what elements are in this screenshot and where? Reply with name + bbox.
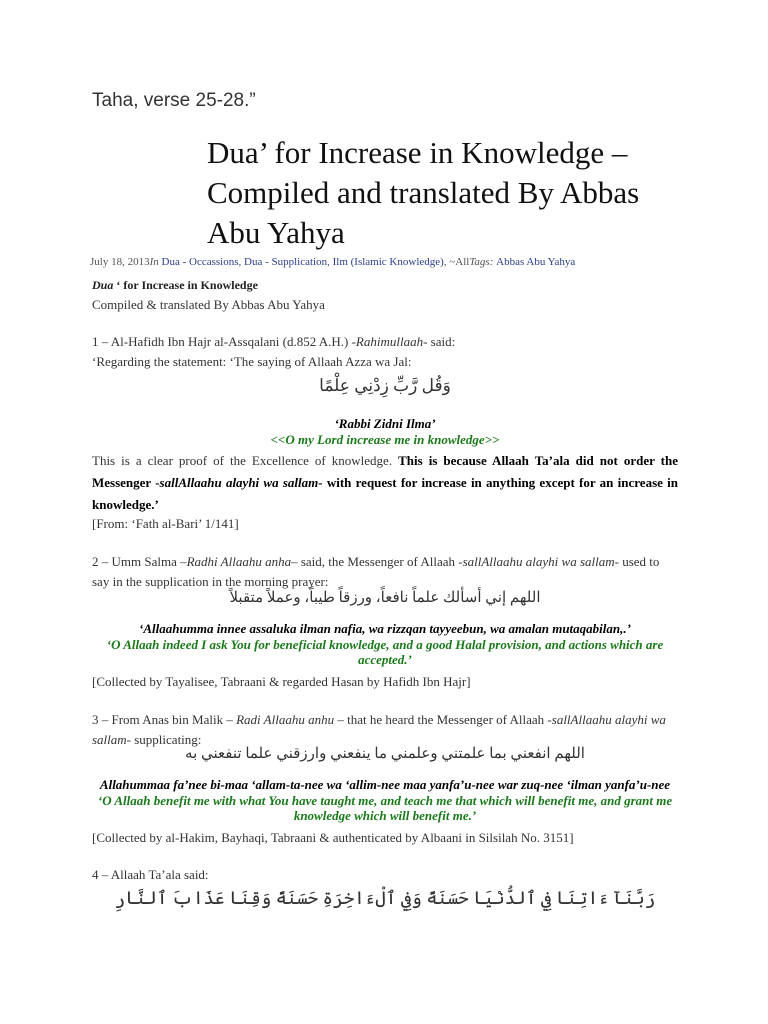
- compiled-by: Compiled & translated By Abbas Abu Yahya: [92, 297, 325, 312]
- section4-intro: 4 – Allaah Ta’ala said:: [92, 867, 209, 882]
- section1-statement: ‘Regarding the statement: ‘The saying of Allaah Azza wa Jal:: [92, 354, 412, 369]
- section2-arabic: اللهم إني أسألك علماً نافعاً، ورزقاً طيباً، وعملاً متقبلاً: [229, 590, 541, 606]
- section3-source: [Collected by al-Hakim, Bayhaqi, Tabraani & authenticated by Albaani in Silsilah No. 3151]: [92, 830, 574, 845]
- section2-context: say in the supplication in the morning prayer:: [92, 574, 329, 589]
- section3-arabic: اللهم انفعني بما علمتني وعلمني ما ينفعني وارزقني علما تنفعني به: [185, 746, 585, 762]
- section1-transliteration: ‘Rabbi Zidni Ilma’: [334, 416, 436, 431]
- section1-intro: 1 – Al-Hafidh Ibn Hajr al-Assqalani (d.852 A.H.) -Rahimullaah- said:: [92, 334, 456, 349]
- post-meta: July 18, 2013In Dua - Occassions, Dua - Supplication, Ilm (Islamic Knowledge), ~AllTags: Abbas Abu Yahya: [90, 256, 576, 268]
- section2-intro: 2 – Umm Salma –Radhi Allaahu anha– said, the Messenger of Allaah -sallAllaahu alayhi wa sallam- used to: [92, 554, 660, 569]
- post-date: July 18, 2013: [90, 256, 150, 268]
- section3-intro: 3 – From Anas bin Malik – Radi Allaahu anhu – that he heard the Messenger of Allaah -sallAllaahu alayhi wa: [92, 712, 666, 727]
- verse-reference: Taha, verse 25-28.”: [92, 90, 256, 111]
- category-link-occassions[interactable]: Dua - Occassions: [161, 256, 239, 268]
- in-label: In: [149, 256, 159, 268]
- category-link-supplication[interactable]: Dua - Supplication: [244, 256, 328, 268]
- section3-context: sallam- supplicating:: [92, 732, 202, 747]
- section1-translation: <<O my Lord increase me in knowledge>>: [270, 432, 500, 447]
- sub-heading: Dua ‘ for Increase in Knowledge: [92, 278, 258, 292]
- section1-commentary: This is a clear proof of the Excellence of knowledge. This is because Allaah Ta’ala did not order the Messenger -sallAllaahu alayhi wa sallam- with request for increase in anything except for an increase in knowledge.’: [92, 453, 678, 512]
- tags-label: Tags:: [469, 256, 497, 268]
- page-title: Dua’ for Increase in Knowledge – Compiled and translated By Abbas Abu Yahya: [207, 135, 640, 250]
- tag-link-abbas[interactable]: Abbas Abu Yahya: [496, 256, 576, 268]
- section3-transliteration: Allahummaa fa’nee bi-maa ‘allam-ta-nee wa ‘allim-nee maa yanfa’u-nee war zuq-nee ‘ilman yanfa’u-nee: [99, 777, 671, 792]
- section4-arabic: رَبَّنَآ ءَاتِنَا فِي ٱلدُّنْيَا حَسَنَةً وَفِي ٱلْءَاخِرَةِ حَسَنَةً وَقِنَا عَذَابَ ٱلنَّارِ: [114, 888, 656, 908]
- section1-arabic: وَقُل رَّبِّ زِدْنِي عِلْمًا: [319, 376, 451, 395]
- section2-translation-line2: accepted.’: [358, 652, 412, 667]
- section2-source: [Collected by Tayalisee, Tabraani & regarded Hasan by Hafidh Ibn Hajr]: [92, 674, 471, 689]
- section3-translation-line1: ‘O Allaah benefit me with what You have taught me, and teach me that which will benefit me, and grant me: [97, 793, 673, 808]
- section1-source: [From: ‘Fath al-Bari’ 1/141]: [92, 516, 239, 531]
- category-link-ilm[interactable]: Ilm (Islamic Knowledge): [332, 256, 444, 268]
- section2-translation-line1: ‘O Allaah indeed I ask You for beneficial knowledge, and a good Halal provision, and actions which are: [106, 637, 664, 652]
- section2-transliteration: ‘Allaahumma innee assaluka ilman nafia, wa rizzqan tayyeebun, wa amalan mutaqabilan,.’: [139, 621, 631, 636]
- section3-translation-line2: knowledge which will benefit me.’: [293, 808, 477, 823]
